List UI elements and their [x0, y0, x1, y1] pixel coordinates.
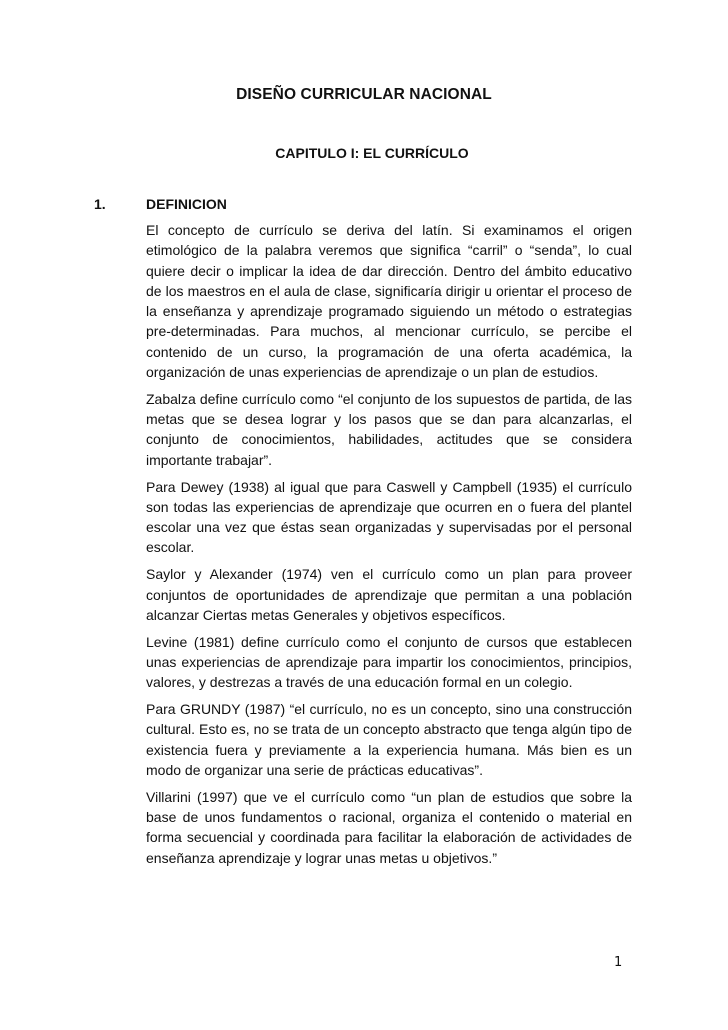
paragraph-etymology: El concepto de currículo se deriva del latín. Si examinamos el origen etimológico de la palabra veremos que significa “carril” o “senda”, lo cual quiere decir o implicar la idea de dar dirección. Dentro del ámbito educativo de los maestros en el aula de clase, significaría dirigir u orientar el proceso de la enseñanza y aprendizaje programado siguiendo un método o estrategias pre-determinadas. Para muchos, al mencionar currículo, se percibe el contenido de un curso, la programación de una oferta académica, la organización de unas experiencias de aprendizaje o un plan de estudios. — [146, 222, 632, 381]
paragraph-villarini: Villarini (1997) que ve el currículo como “un plan de estudios que sobre la base de unos fundamentos o racional, organiza el contenido o material en forma secuencial y coordinada para facilitar la elaboración de actividades de enseñanza aprendizaje y lograr unas metas u objetivos.” — [146, 788, 632, 866]
paragraph-saylor-alexander: Saylor y Alexander (1974) ven el currículo como un plan para proveer conjuntos de oportunidades de aprendizaje que permitan a una población alcanzar Ciertas metas Generales y objetivos específicos. — [146, 566, 632, 623]
section-body — [146, 220, 632, 874]
paragraph-dewey: Para Dewey (1938) al igual que para Caswell y Campbell (1935) el currículo son todas las experiencias de aprendizaje que ocurren en o fuera del plantel escolar una vez que éstas sean organizadas y supervisadas por el personal escolar. — [146, 478, 632, 556]
page-number: 1 — [614, 955, 623, 970]
paragraph-grundy: Para GRUNDY (1987) “el currículo, no es un concepto, sino una construcción cultural. Esto es, no se trata de un concepto abstracto que tenga algún tipo de existencia fuera y previamente a la experiencia humana. Más bien es un modo de organizar una serie de prácticas educativas”. — [146, 701, 632, 778]
chapter-title: CAPITULO I: EL CURRÍCULO — [275, 145, 469, 161]
paragraph-levine: Levine (1981) define currículo como el conjunto de cursos que establecen unas experiencias de aprendizaje para impartir los conocimientos, principios, valores, y destrezas a través de una educación formal en un colegio. — [146, 633, 632, 691]
section-heading: DEFINICION — [146, 196, 227, 212]
paragraph-zabalza: Zabalza define currículo como “el conjunto de los supuestos de partida, de las metas que se desea lograr y los pasos que se dan para alcanzarlas, el conjunto de conocimientos, habilidades, actitudes que se considera importante trabajar”. — [146, 390, 632, 468]
section-number: 1. — [94, 196, 106, 212]
document-title: DISEÑO CURRICULAR NACIONAL — [236, 86, 492, 103]
